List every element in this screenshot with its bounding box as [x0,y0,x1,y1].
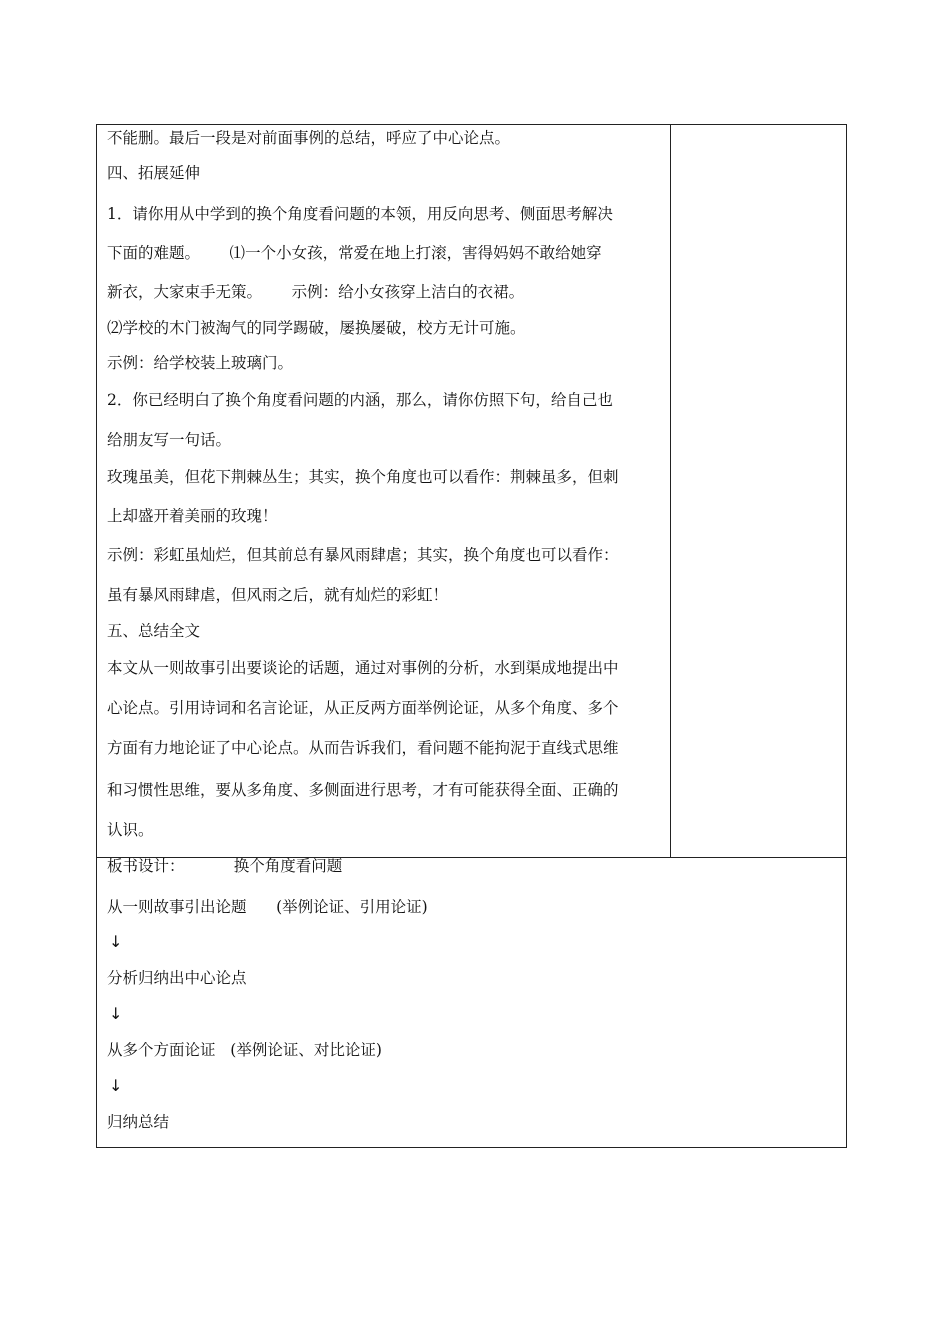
text-line: 方面有力地论证了中心论点。从而告诉我们，看问题不能拘泥于直线式思维 [107,739,619,757]
board-step-3: 从多个方面论证 (举例论证、对比论证) [107,1041,382,1059]
text-line: 本文从一则故事引出要谈论的话题，通过对事例的分析，水到渠成地提出中 [107,659,619,677]
text-line: 给朋友写一句话。 [107,431,232,449]
down-arrow-icon: ↓ [109,1076,123,1095]
board-step-4: 归纳总结 [107,1113,170,1131]
board-step-2: 分析归纳出中心论点 [107,969,247,987]
section-heading-summary: 五、总结全文 [107,622,201,640]
text-line: 上却盛开着美丽的玫瑰！ [107,507,278,525]
text-line: 心论点。引用诗词和名言论证，从正反两方面举例论证，从多个角度、多个 [107,699,619,717]
text-line: 1．请你用从中学到的换个角度看问题的本领，用反向思考、侧面思考解决 [107,205,613,223]
text-line: 示例：彩虹虽灿烂，但其前总有暴风雨肆虐；其实，换个角度也可以看作： [107,546,619,564]
board-step-1: 从一则故事引出论题 (举例论证、引用论证) [107,898,428,916]
section-heading-extension: 四、拓展延伸 [107,164,201,182]
down-arrow-icon: ↓ [109,932,123,951]
text-line: 玫瑰虽美，但花下荆棘丛生；其实，换个角度也可以看作：荆棘虽多，但刺 [107,468,619,486]
board-design-heading: 板书设计： 换个角度看问题 [107,857,343,875]
text-line: 2．你已经明白了换个角度看问题的内涵，那么，请你仿照下句，给自己也 [107,391,613,409]
text-line: 和习惯性思维，要从多角度、多侧面进行思考，才有可能获得全面、正确的 [107,781,619,799]
column-divider [670,124,671,858]
text-line: 虽有暴风雨肆虐，但风雨之后，就有灿烂的彩虹！ [107,586,449,604]
text-line: 下面的难题。 ⑴一个小女孩，常爱在地上打滚，害得妈妈不敢给她穿 [107,244,602,262]
text-line: 示例：给学校装上玻璃门。 [107,354,294,372]
down-arrow-icon: ↓ [109,1004,123,1023]
text-line: 认识。 [107,821,154,839]
text-line: ⑵学校的木门被淘气的同学踢破，屡换屡破，校方无计可施。 [107,319,526,337]
text-line: 不能删。最后一段是对前面事例的总结，呼应了中心论点。 [107,129,511,147]
text-line: 新衣，大家束手无策。 示例：给小女孩穿上洁白的衣裙。 [107,283,525,301]
